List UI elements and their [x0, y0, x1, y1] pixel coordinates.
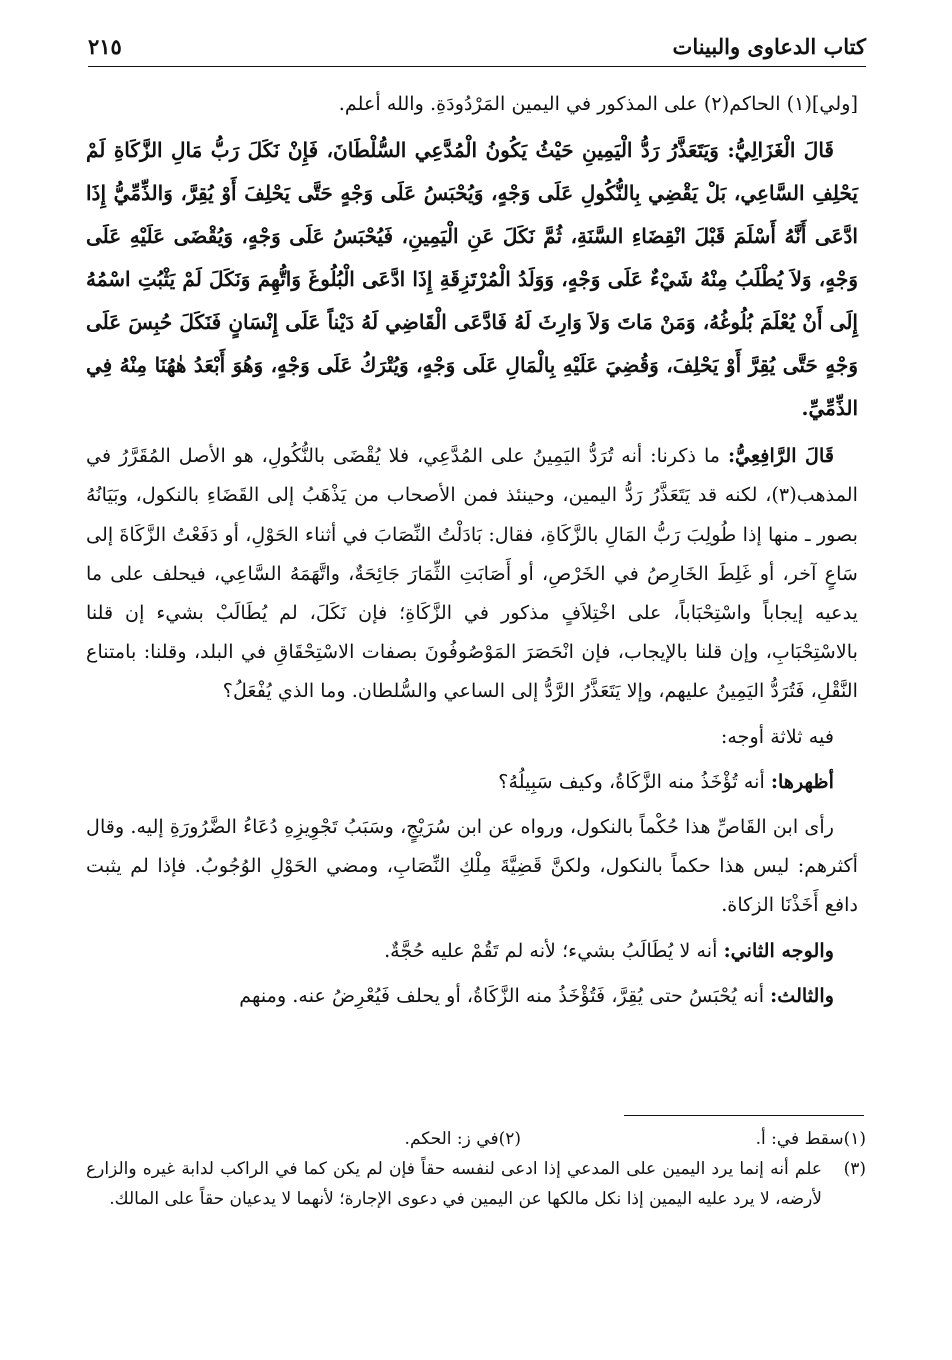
- second-aspect-body: أنه لا يُطَالَبُ بشيء؛ لأنه لم تَقُمْ عليه حُجَّةٌ.: [384, 938, 718, 962]
- footnote-3: [86, 1154, 866, 1214]
- footnote-divider: [624, 1115, 864, 1116]
- footnote-1: [521, 1124, 866, 1154]
- ibn-qass-paragraph: رأى ابن القَاصِّ هذا حُكْماً بالنكول، ورواه عن ابن سُرَيْجٍ، وسَبَبُ تَجْوِيزِهِ دُعَاءُ الضَّرُورَةِ إليه. وقال أكثرهم: ليس هذا حكماً بالنكول، ولكنَّ قَضِيَّةَ مِلْكِ النِّصَابِ، ومضي الحَوْلِ الوُجُوبُ. فإذا لم يثبت دافع أَخَذْنَا الزكاة.: [86, 815, 858, 917]
- footnotes: [86, 1124, 866, 1214]
- ghazali-lead: قَالَ الْغَزَالِيُّ:: [727, 138, 834, 163]
- footnote-2-text: في ز: الحكم.: [404, 1129, 499, 1149]
- rafii-lead: قَالَ الرَّافِعِيُّ:: [727, 444, 834, 468]
- rafii-body: ما ذكرنا: أنه تُرَدُّ اليَمِينُ على المُدَّعِي، فلا يُقْضَى بالنُّكُولِ، هو الأصل المُقَرَّرُ في المذهب(٣)، لكنه قد يَتَعَذَّرُ رَدُّ اليمين، وحينئذ فمن الأصحاب من يَذْهَبُ إلى القَضَاءِ بالنكول، وبَيَانُهُ بصور ـ منها إذا طُولِبَ رَبُّ المَالِ بالزَّكَاةِ، فقال: بَادَلْتُ النِّصَابَ في أثناء الحَوْلِ، أو دَفَعْتُ الزَّكَاةَ إلى سَاعٍ آخر، أو غَلِطَ الخَارِصُ في الخَرْصِ، أو أَصَابَتِ الثِّمَارَ جَائِحَةٌ، واتَّهَمَهُ السَّاعِي، فيحلف على ما يدعيه إيجاباً واسْتِحْبَاباً، على اخْتِلاَفٍ مذكور في الزَّكَاةِ؛ فإن نَكَلَ، لم يُطَالَبْ بشيء إن قلنا بالاسْتِحْبَابِ، وإن قلنا بالإيجاب، فإن انْحَصَرَ المَوْصُوفُونَ بصفات الاسْتِحْقَاقِ في البلد، وقلنا: بامتناع النَّقْلِ، فَتُرَدُّ اليَمِينُ عليهم، وإلا يَتَعَذَّرُ الرَّدُّ إلى الساعي والسُّلطان. وما الذي يُفْعَلُ؟: [86, 444, 858, 703]
- footnote-2: [176, 1124, 521, 1154]
- footnote-row-1: [86, 1124, 866, 1154]
- footnote-3-text: علم أنه إنما يرد اليمين على المدعي إذا ادعى لنفسه حقاً فإن لم يكن كما في الراكب لدابة غيره والزارع لأرضه، لا يرد عليه اليمين إذا نكل مالكها عن اليمين في دعوى الإجارة؛ لأنهما لا يدعيان حقاً على المالك.: [86, 1159, 822, 1209]
- second-aspect-lead: والوجه الثاني:: [723, 938, 834, 962]
- footnote-1-number: (١): [843, 1129, 866, 1149]
- footnote-2-number: (٢): [498, 1129, 521, 1149]
- second-aspect: [86, 931, 858, 970]
- footnote-1-text: سقط في: أ.: [755, 1129, 844, 1149]
- first-aspect-lead: أظهرها:: [770, 769, 834, 793]
- third-aspect: [86, 976, 858, 1015]
- rafii-commentary: [86, 436, 858, 710]
- page-header: [88, 26, 866, 67]
- third-aspect-lead: والثالث:: [770, 983, 834, 1007]
- third-aspect-body: أنه يُحْبَسُ حتى يُقِرَّ، فَتُؤْخَذُ منه الزَّكَاةُ، أو يحلف فَيُعْرِضُ عنه. ومنهم: [239, 983, 765, 1007]
- page-number: ٢١٥: [88, 33, 122, 59]
- main-text: [86, 84, 858, 1021]
- first-aspect: [86, 762, 858, 801]
- first-aspect-body: أنه تُؤْخَذُ منه الزَّكَاةُ، وكيف سَبِيلُهُ؟: [498, 769, 765, 793]
- ghazali-text: [86, 129, 858, 430]
- ghazali-body: وَيَتَعَذَّرُ رَدُّ الْيَمِينِ حَيْثُ يَكُونُ الْمُدَّعِي السُّلْطَانَ، فَإِنْ نَكَلَ رَبُّ مَالِ الزَّكَاةِ لَمْ يَحْلِفِ السَّاعِي، بَلْ يَقْضِي بِالنُّكُولِ عَلَى وَجْهٍ، وَيُحْبَسُ عَلَى وَجْهٍ حَتَّى يَحْلِفَ أَوْ يُقِرَّ، وَالذِّمِّيُّ إِذَا ادَّعَى أَنَّهُ أَسْلَمَ قَبْلَ انْقِضَاءِ السَّنَةِ، ثُمَّ نَكَلَ عَنِ الْيَمِينِ، فَيُحْبَسُ عَلَى وَجْهٍ، وَيُقْضَى عَلَيْهِ عَلَى وَجْهٍ، وَلاَ يُطْلَبُ مِنْهُ شَيْءٌ عَلَى وَجْهٍ، وَوَلَدُ الْمُرْتَزِقَةِ إِذَا ادَّعَى الْبُلُوغَ وَاتُّهِمَ وَنَكَلَ لَمْ يَثْبُتِ اسْمُهُ إِلَى أَنْ يُعْلَمَ بُلُوغُهُ، وَمَنْ مَاتَ وَلاَ وَارِثَ لَهُ فَادَّعَى الْقَاضِي لَهُ دَيْناً عَلَى إِنْسَانٍ فَنَكَلَ حُبِسَ عَلَى وَجْهٍ حَتَّى يُقِرَّ أَوْ يَحْلِفَ، وَقُضِيَ عَلَيْهِ بِالْمَالِ عَلَى وَجْهٍ، وَيُتْرَكُ عَلَى وَجْهٍ، وَهُوَ أَبْعَدُ هٰهُنَا مِنْهُ فِي الذِّمِّيِّ.: [86, 138, 858, 421]
- running-title: كتاب الدعاوى والبينات: [672, 33, 866, 59]
- three-aspects-line: فيه ثلاثة أوجه:: [720, 724, 834, 748]
- footnote-3-number: (٣): [843, 1159, 866, 1179]
- paragraph-1: [ولي](١) الحاكم(٢) على المذكور في اليمين المَرْدُودَةِ. والله أعلم.: [338, 92, 858, 115]
